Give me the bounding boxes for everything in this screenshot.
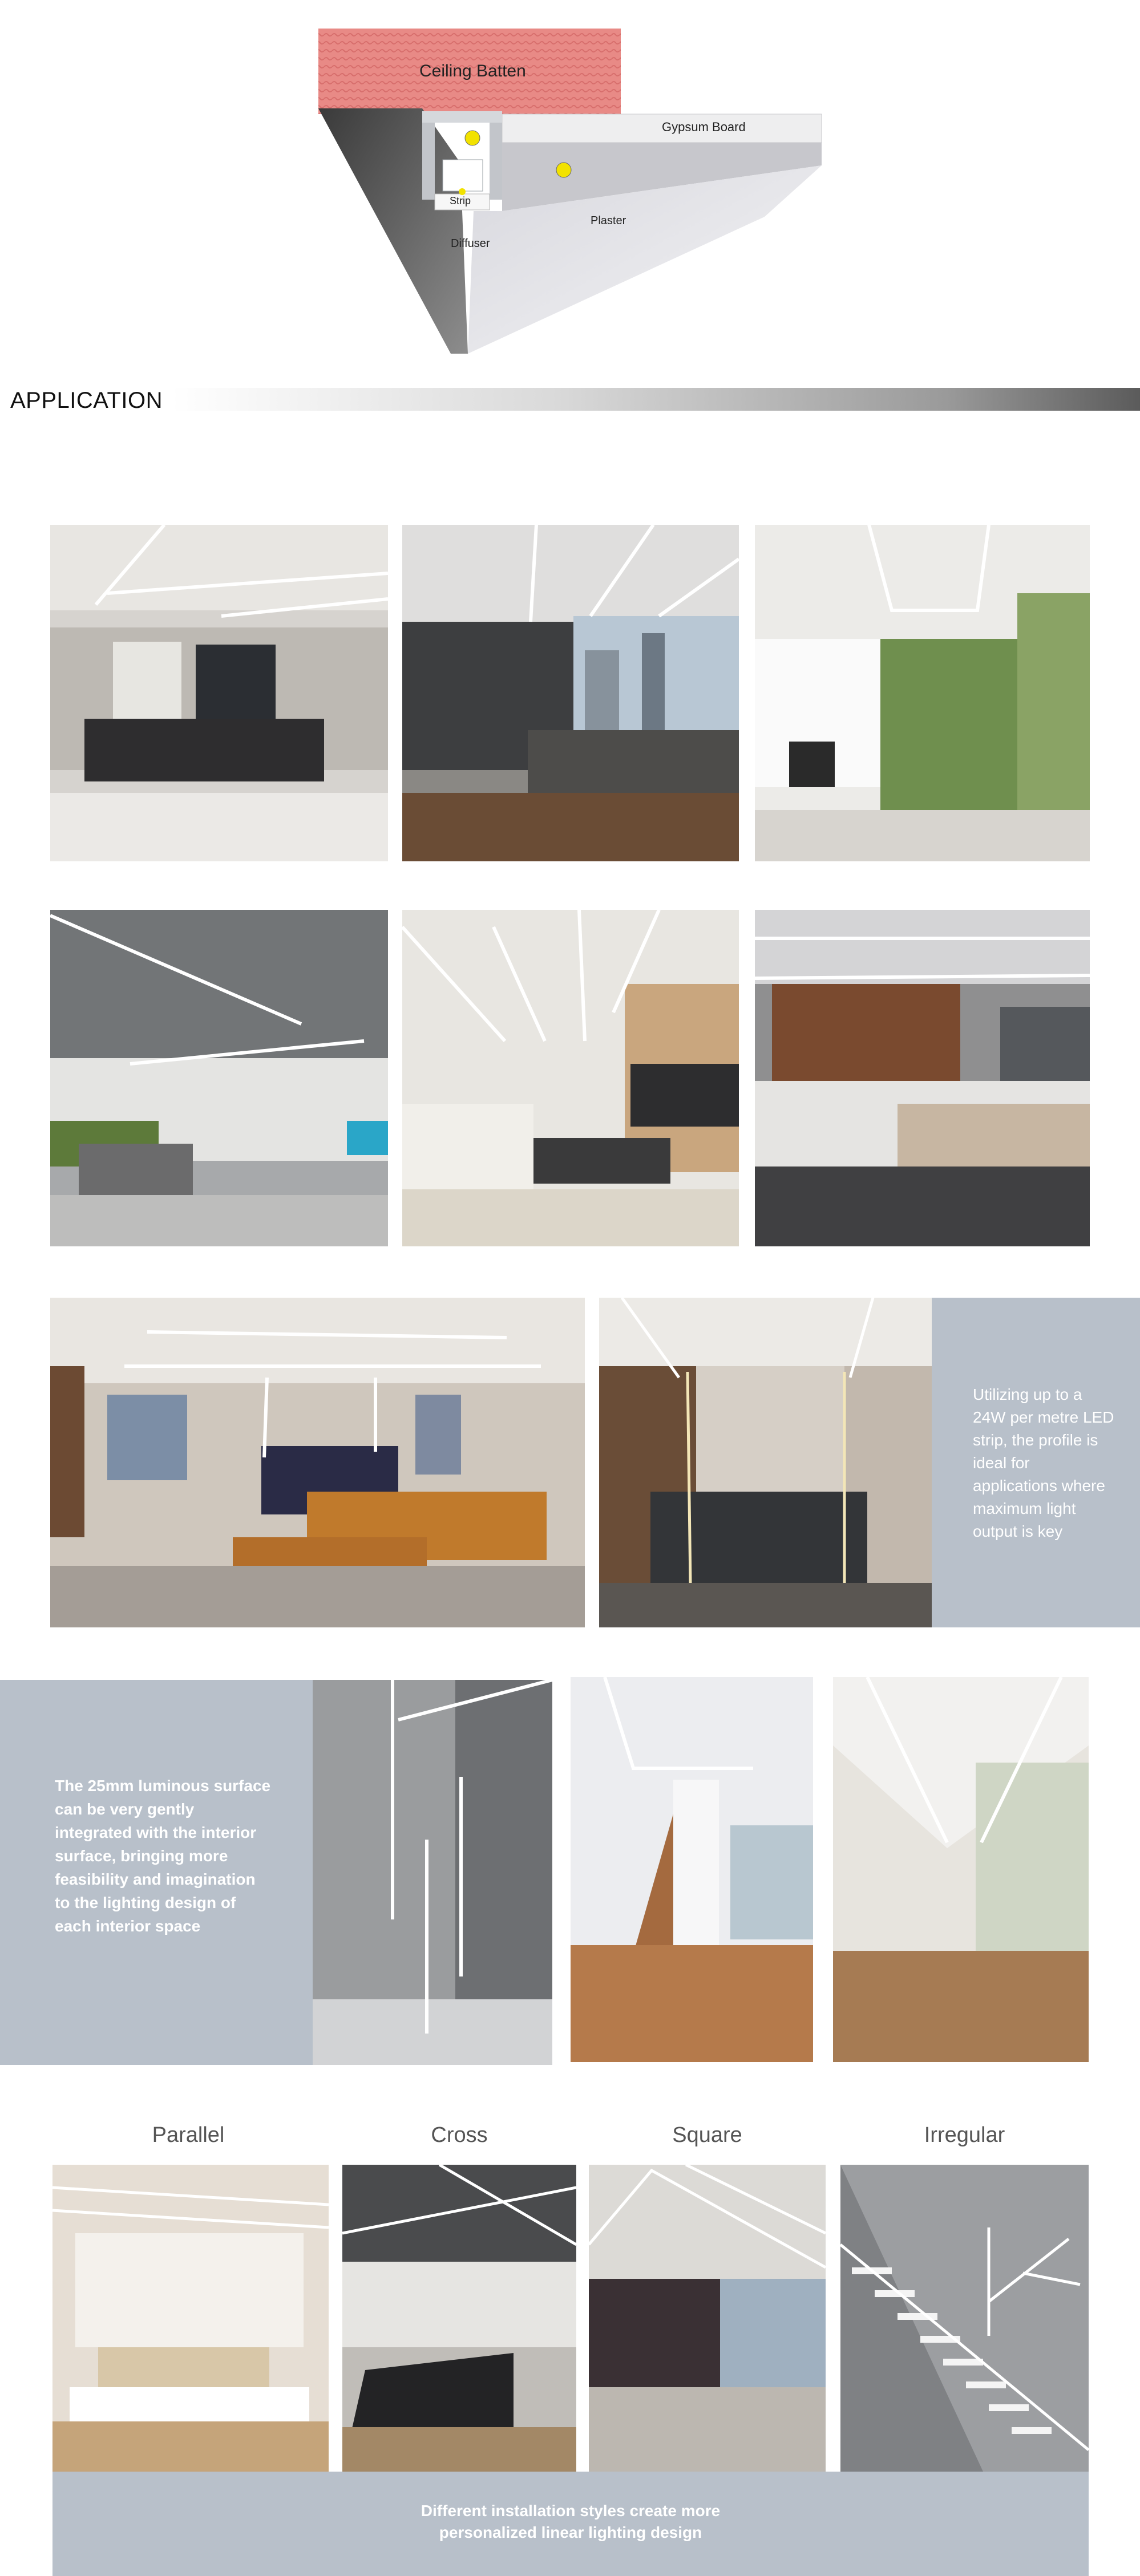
bedroom-lounge-photo xyxy=(50,1298,585,1627)
kitchen-cross-photo xyxy=(342,2165,576,2472)
concrete-corridor-photo xyxy=(313,1680,552,2065)
style-label-irregular: Irregular xyxy=(924,2123,1005,2147)
section-title: APPLICATION xyxy=(10,388,163,413)
living-room-photo-1 xyxy=(50,525,388,861)
style-label-square: Square xyxy=(672,2123,742,2147)
gypsum-board-label: Gypsum Board xyxy=(662,120,746,134)
hallway-photo xyxy=(833,1677,1089,2062)
kitchen-parallel-photo xyxy=(52,2165,329,2472)
style-label-parallel: Parallel xyxy=(152,2123,225,2147)
bedroom-photo xyxy=(599,1298,932,1627)
ceiling-batten-label: Ceiling Batten xyxy=(419,62,526,80)
living-room-photo-6 xyxy=(755,910,1090,1246)
diagram-graphic xyxy=(308,23,833,359)
living-room-photo-3 xyxy=(755,525,1090,861)
living-room-photo-2 xyxy=(402,525,739,861)
strip-label: Strip xyxy=(450,195,471,206)
info-text-light-output: Utilizing up to a 24W per metre LED strip, the profile is ideal for applications where maximum light output is key xyxy=(973,1386,1114,1540)
section-title-bar xyxy=(171,388,1140,411)
info-text-luminous-surface: The 25mm luminous surface can be very gently integrated with the interior surface, bringing more feasibility and imagination to the lighting design of each interior space xyxy=(55,1777,271,1935)
info-panel-right xyxy=(932,1298,1140,1627)
living-room-photo-4 xyxy=(50,910,388,1246)
living-room-photo-5 xyxy=(402,910,739,1246)
stairs-irregular-photo xyxy=(840,2165,1089,2472)
staircase-photo xyxy=(571,1677,813,2062)
styles-caption-line-1: Different installation styles create more xyxy=(421,2502,721,2520)
kitchen-square-photo xyxy=(589,2165,826,2472)
styles-caption-line-2: personalized linear lighting design xyxy=(439,2524,702,2541)
plaster-label: Plaster xyxy=(591,214,626,227)
profile-cross-section-diagram xyxy=(308,23,833,359)
info-panel-left xyxy=(0,1680,313,2065)
styles-caption-panel xyxy=(52,2472,1089,2576)
diffuser-label: Diffuser xyxy=(451,237,490,250)
style-label-cross: Cross xyxy=(431,2123,488,2147)
